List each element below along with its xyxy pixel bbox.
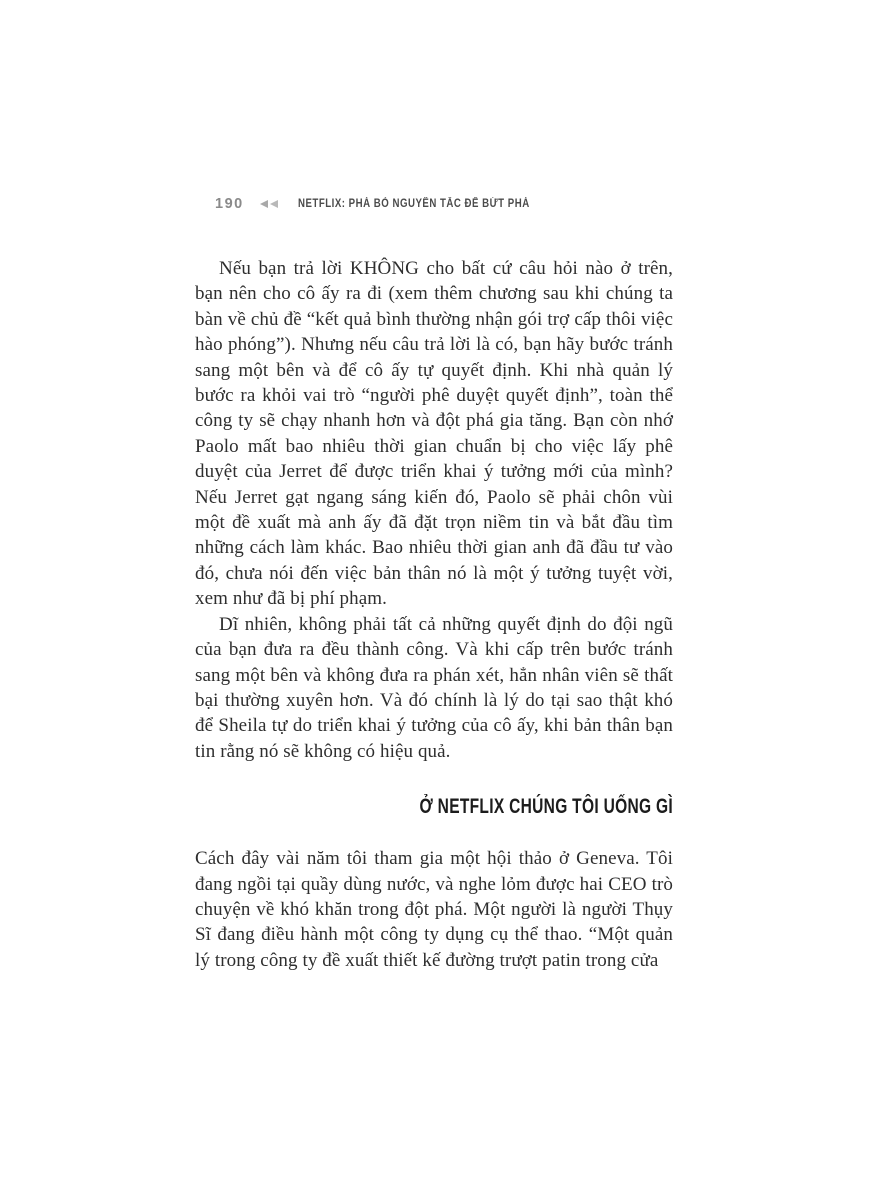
running-title: NETFLIX: PHÁ BỎ NGUYÊN TẮC ĐỂ BỨT PHÁ: [297, 198, 530, 210]
body-paragraph: Cách đây vài năm tôi tham gia một hội thảo ở Geneva. Tôi đang ngồi tại quầy dùng nước, và nghe lỏm được hai CEO trò chuyện về khó khăn trong đột phá. Một người là người Thụy Sĩ đang điều hành một công ty dụng cụ thể thao. “Một quản lý trong công ty đề xuất thiết kế đường trượt patin trong cửa: [195, 848, 673, 971]
left-triangle-icon: [270, 200, 278, 208]
double-left-arrow-icon: [260, 200, 278, 208]
page-body: [195, 256, 673, 973]
running-header: [215, 196, 574, 212]
body-paragraph: Nếu bạn trả lời KHÔNG cho bất cứ câu hỏi nào ở trên, bạn nên cho cô ấy ra đi (xem thêm chương sau khi chúng ta bàn về chủ đề “kết quả bình thường nhận gói trợ cấp thôi việc hào phóng”). Nhưng nếu câu trả lời là có, bạn hãy bước tránh sang một bên và để cô ấy tự quyết định. Khi nhà quản lý bước ra khỏi vai trò “người phê duyệt quyết định”, toàn thể công ty sẽ chạy nhanh hơn và đột phá gia tăng. Bạn còn nhớ Paolo mất bao nhiêu thời gian chuẩn bị cho việc lấy phê duyệt của Jerret để được triển khai ý tưởng mới của mình? Nếu Jerret gạt ngang sáng kiến đó, Paolo sẽ phải chôn vùi một đề xuất mà anh ấy đã đặt trọn niềm tin và bắt đầu tìm những cách làm khác. Bao nhiêu thời gian anh đã đầu tư vào đó, chưa nói đến việc bản thân nó là một ý tưởng tuyệt vời, xem như đã bị phí phạm.: [195, 258, 673, 610]
body-paragraph: Dĩ nhiên, không phải tất cả những quyết định do đội ngũ của bạn đưa ra đều thành công. Và khi cấp trên bước tránh sang một bên và không đưa ra phán xét, hẳn nhân viên sẽ thất bại thường xuyên hơn. Và đó chính là lý do tại sao thật khó để Sheila tự do triển khai ý tưởng của cô ấy, khi bản thân bạn tin rằng nó sẽ không có hiệu quả.: [195, 613, 673, 762]
page-number: 190: [215, 196, 244, 212]
left-triangle-icon: [260, 200, 268, 208]
section-heading: Ở NETFLIX CHÚNG TÔI UỐNG GÌ: [419, 795, 673, 819]
